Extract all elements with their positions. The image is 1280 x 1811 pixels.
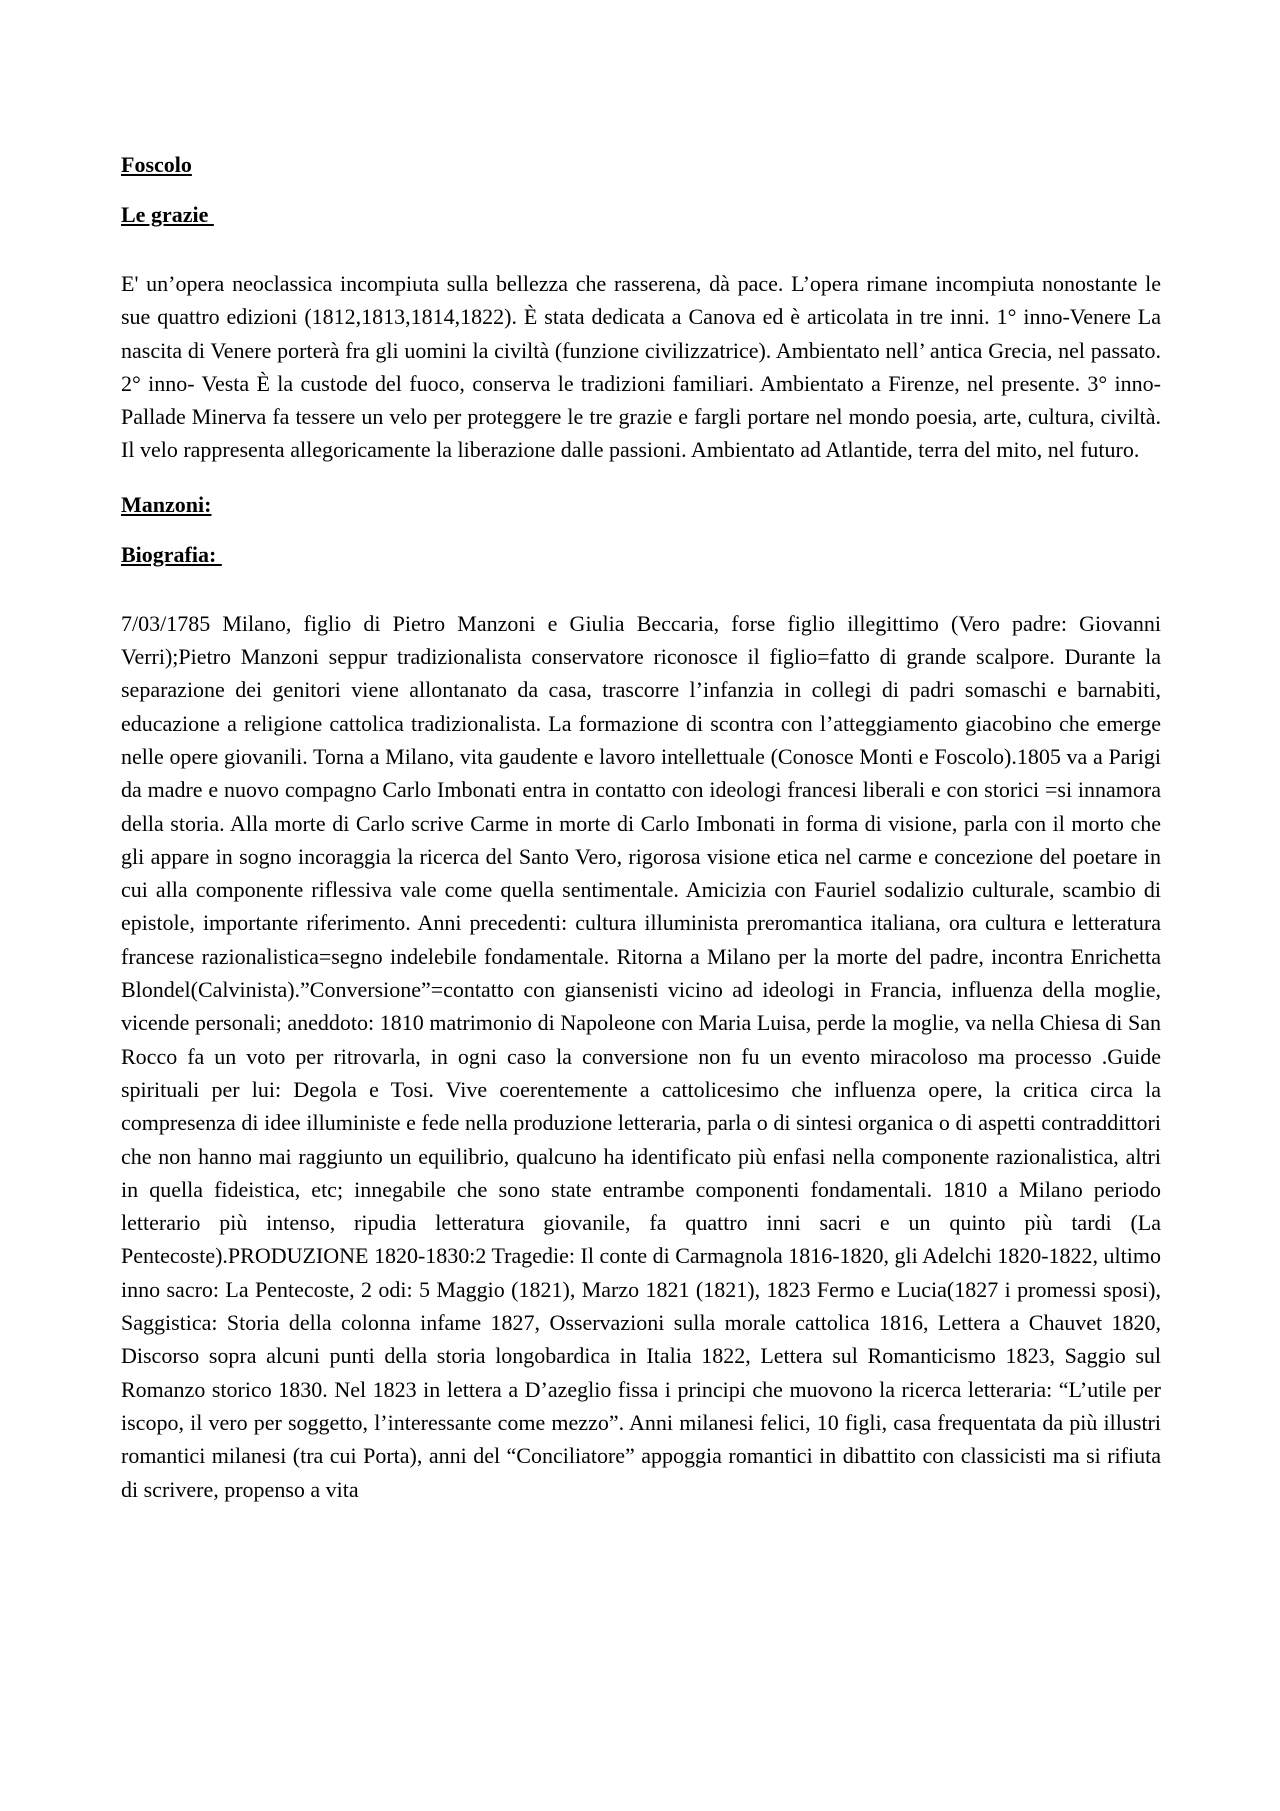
heading-manzoni: Manzoni: — [121, 491, 212, 517]
paragraph-biografia: 7/03/1785 Milano, figlio di Pietro Manzoni e Giulia Beccaria, forse figlio illegittimo (Vero padre: Giovanni Verri);Pietro Manzoni seppur tradizionalista conservatore riconosce il figlio=fatto di grande scalpore. Durante la separazione dei genitori viene allontanato da casa, trascorre l’infanzia in collegi di padri somaschi e barnabiti, educazione a religione cattolica tradizionalista. La formazione di scontra con l’atteggiamento giacobino che emerge nelle opere giovanili. Torna a Milano, vita gaudente e lavoro intellettuale (Conosce Monti e Foscolo).1805 va a Parigi da madre e nuovo compagno Carlo Imbonati entra in contatto con ideologi francesi liberali e con storici =si innamora della storia. Alla morte di Carlo scrive Carme in morte di Carlo Imbonati in forma di visione, parla con il morto che gli appare in sogno incoraggia la ricerca del Santo Vero, rigorosa visione etica nel carme e concezione del poetare in cui alla componente riflessiva vale come quella sentimentale. Amicizia con Fauriel sodalizio culturale, scambio di epistole, importante riferimento. Anni precedenti: cultura illuminista preromantica italiana, ora cultura e letteratura francese razionalistica=segno indelebile fondamentale. Ritorna a Milano per la morte del padre, incontra Enrichetta Blondel(Calvinista).”Conversione”=contatto con giansenisti vicino ad ideologi in Francia, influenza della moglie, vicende personali; aneddoto: 1810 matrimonio di Napoleone con Maria Luisa, perde la moglie, va nella Chiesa di San Rocco fa un voto per ritrovarla, in ogni caso la conversione non fu un evento miracoloso ma processo .Guide spirituali per lui: Degola e Tosi. Vive coerentemente a cattolicesimo che influenza opere, la critica circa la compresenza di idee illuministe e fede nella produzione letteraria, parla o di sintesi organica o di aspetti contraddittori che non hanno mai raggiunto un equilibrio, qualcuno ha identificato più enfasi nella componente razionalistica, altri in quella fideistica, etc; innegabile che sono state entrambe componenti fondamentali. 1810 a Milano periodo letterario più intenso, ripudia letteratura giovanile, fa quattro inni sacri e un quinto più tardi (La Pentecoste).PRODUZIONE 1820-1830:2 Tragedie: Il conte di Carmagnola 1816-1820, gli Adelchi 1820-1822, ultimo inno sacro: La Pentecoste, 2 odi: 5 Maggio (1821), Marzo 1821 (1821), 1823 Fermo e Lucia(1827 i promessi sposi), Saggistica: Storia della colonna infame 1827, Osservazioni sulla morale cattolica 1816, Lettera a Chauvet 1820, Discorso sopra alcuni punti della storia longobardica in Italia 1822, Lettera sul Romanticismo 1823, Saggio sul Romanzo storico 1830. Nel 1823 in lettera a D’azeglio fissa i principi che muovono la ricerca letteraria: “L’utile per iscopo, il vero per soggetto, l’interessante come mezzo”. Anni milanesi felici, 10 figli, casa frequentata da più illustri romantici milanesi (tra cui Porta), anni del “Conciliatore” appoggia romantici in dibattito con classicisti ma si rifiuta di scrivere, propenso a vita — [121, 610, 1161, 1502]
heading-foscolo: Foscolo — [121, 152, 192, 177]
subheading-le-grazie: Le grazie — [121, 202, 214, 227]
subheading-biografia: Biografia: — [121, 541, 222, 567]
paragraph-le-grazie: E' un’opera neoclassica incompiuta sulla bellezza che rasserena, dà pace. L’opera rimane incompiuta nonostante le sue quattro edizioni (1812,1813,1814,1822). È stata dedicata a Canova ed è articolata in tre inni. 1° inno-Venere La nascita di Venere porterà fra gli uomini la civiltà (funzione civilizzatrice). Ambientato nell’ antica Grecia, nel passato. 2° inno- Vesta È la custode del fuoco, conserva le tradizioni familiari. Ambientato a Firenze, nel presente. 3° inno-Pallade Minerva fa tessere un velo per proteggere le tre grazie e fargli portare nel mondo poesia, arte, cultura, civiltà. Il velo rappresenta allegoricamente la liberazione dalle passioni. Ambientato ad Atlantide, terra del mito, nel futuro. — [121, 271, 1161, 463]
document-body — [121, 148, 1161, 1506]
